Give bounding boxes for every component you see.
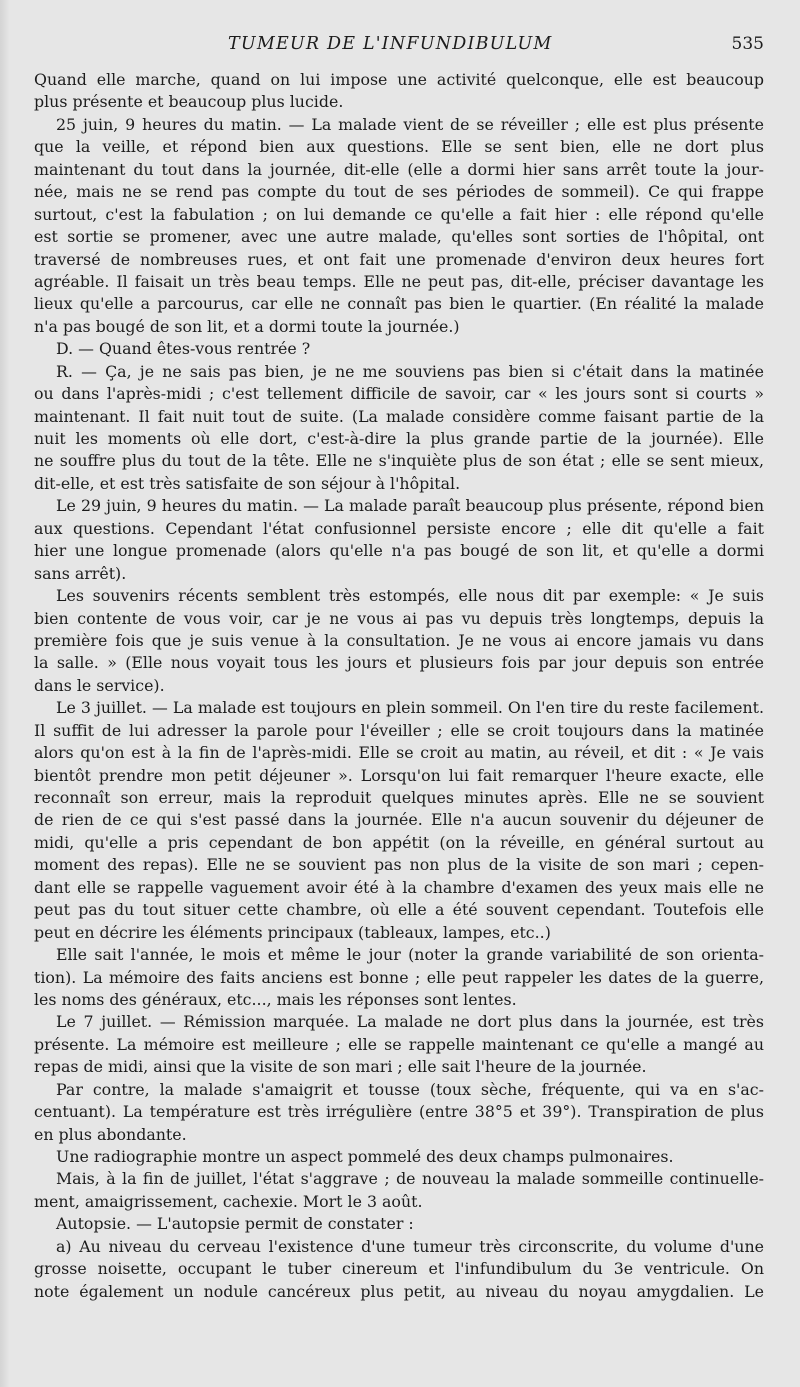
text-line: les noms des généraux, etc..., mais les réponses sont lentes.	[34, 989, 517, 1009]
text-line: midi, qu'elle a pris cependant de bon appétit (on la réveille, en général surtout au	[34, 832, 764, 852]
text-line: n'a pas bougé de son lit, et a dormi toute la journée.)	[34, 316, 460, 336]
text-line: plus présente et beaucoup plus lucide.	[34, 92, 344, 112]
text-line: Par contre, la malade s'amaigrit et tousse (toux sèche, fréquente, qui va en s'ac-	[56, 1079, 764, 1099]
text-line: repas de midi, ainsi que la visite de son mari ; elle sait l'heure de la journée.	[34, 1057, 647, 1077]
text-line: Autopsie. — L'autopsie permit de constater :	[56, 1214, 414, 1234]
text-line: alors qu'on est à la fin de l'après-midi. Elle se croit au matin, au réveil, et dit : « Je vais	[34, 743, 764, 763]
text-line: en plus abondante.	[34, 1124, 187, 1144]
text-line: reconnaît son erreur, mais la reproduit quelques minutes après. Elle ne se souvient	[34, 788, 764, 807]
text-line: dant elle se rappelle vaguement avoir été à la chambre d'examen des yeux mais elle ne	[34, 877, 764, 897]
text-line: 25 juin, 9 heures du matin. — La malade vient de se réveiller ; elle est plus présente	[56, 114, 764, 134]
page-number: 535	[731, 34, 764, 54]
text-line: moment des repas). Elle ne se souvient pas non plus de la visite de son mari ; cepen-	[34, 855, 764, 875]
text-line: peut pas du tout situer cette chambre, où elle a été souvent cependant. Toutefois elle	[34, 900, 764, 920]
text-line: ou dans l'après-midi ; c'est tellement difficile de savoir, car « les jours sont si courts »	[34, 384, 764, 404]
text-line: présente. La mémoire est meilleure ; elle se rappelle maintenant ce qu'elle a mangé au	[34, 1034, 764, 1054]
text-line: peut en décrire les éléments principaux (tableaux, lampes, etc..)	[34, 922, 551, 942]
text-line: bientôt prendre mon petit déjeuner ». Lorsqu'on lui fait remarquer l'heure exacte, elle	[34, 765, 764, 785]
text-line: Le 3 juillet. — La malade est toujours en plein sommeil. On l'en tire du reste facilement.	[56, 698, 764, 718]
text-line: Le 7 juillet. — Rémission marquée. La malade ne dort plus dans la journée, est très	[56, 1012, 764, 1032]
text-line: Elle sait l'année, le mois et même le jour (noter la grande variabilité de son orienta-	[56, 945, 764, 965]
text-line: première fois que je suis venue à la consultation. Je ne vous ai encore jamais vu dans	[34, 630, 764, 650]
text-line: ment, amaigrissement, cachexie. Mort le 3 août.	[34, 1191, 423, 1211]
text-line: dit-elle, et est très satisfaite de son séjour à l'hôpital.	[34, 473, 461, 493]
text-line: nuit les moments où elle dort, c'est-à-dire la plus grande partie de la journée). Elle	[34, 429, 764, 448]
text-line: maintenant. Il fait nuit tout de suite. (La malade considère comme faisant partie de la	[34, 406, 764, 426]
text-line: Mais, à la fin de juillet, l'état s'aggrave ; de nouveau la malade sommeille continuelle-	[56, 1169, 764, 1189]
text-line: ne souffre plus du tout de la tête. Elle ne s'inquiète plus de son état ; elle se sent mieux,	[34, 451, 764, 471]
running-title: TUMEUR DE L'INFUNDIBULUM	[228, 34, 553, 54]
body-text	[34, 69, 764, 1303]
text-line: grosse noisette, occupant le tuber cinereum et l'infundibulum du 3e ventricule. On	[34, 1259, 764, 1279]
text-line: agréable. Il faisait un très beau temps. Elle ne peut pas, dit-elle, préciser davantage les	[34, 271, 764, 291]
text-line: aux questions. Cependant l'état confusionnel persiste encore ; elle dit qu'elle a fait	[34, 518, 764, 538]
text-line: dans le service).	[34, 675, 165, 695]
text-line: hier une longue promenade (alors qu'elle n'a pas bougé de son lit, et qu'elle a dormi	[34, 541, 764, 561]
text-line: de rien de ce qui s'est passé dans la journée. Elle n'a aucun souvenir du déjeuner de	[34, 810, 764, 830]
page-edge-shadow	[0, 0, 10, 1387]
text-line: Les souvenirs récents semblent très estompés, elle nous dit par exemple: « Je suis	[56, 586, 764, 606]
text-line: la salle. » (Elle nous voyait tous les jours et plusieurs fois par jour depuis son entrée	[34, 653, 764, 673]
text-line: que la veille, et répond bien aux questions. Elle se sent bien, elle ne dort plus	[34, 137, 764, 157]
text-line: Une radiographie montre un aspect pommelé des deux champs pulmonaires.	[56, 1147, 674, 1166]
text-line: née, mais ne se rend pas compte du tout de ses périodes de sommeil). Ce qui frappe	[34, 182, 764, 202]
text-line: lieux qu'elle a parcourus, car elle ne connaît pas bien le quartier. (En réalité la malade	[34, 294, 764, 314]
text-line: Il suffit de lui adresser la parole pour l'éveiller ; elle se croit toujours dans la matinée	[34, 720, 764, 740]
text-line: tion). La mémoire des faits anciens est bonne ; elle peut rappeler les dates de la guerre,	[34, 967, 764, 987]
text-line: a) Au niveau du cerveau l'existence d'une tumeur très circonscrite, du volume d'une	[56, 1236, 764, 1256]
text-line: maintenant du tout dans la journée, dit-elle (elle a dormi hier sans arrêt toute la jour-	[34, 159, 764, 179]
text-line: note également un nodule cancéreux plus petit, au niveau du noyau amygdalien. Le	[34, 1281, 764, 1301]
text-line: est sortie se promener, avec une autre malade, qu'elles sont sorties de l'hôpital, ont	[34, 227, 764, 247]
page-header	[0, 34, 800, 58]
text-line: bien contente de vous voir, car je ne vous ai pas vu depuis très longtemps, depuis la	[34, 608, 764, 628]
text-line: centuant). La température est très irrégulière (entre 38°5 et 39°). Transpiration de plus	[34, 1102, 764, 1122]
text-line: Le 29 juin, 9 heures du matin. — La malade paraît beaucoup plus présente, répond bien	[56, 496, 764, 516]
text-line: traversé de nombreuses rues, et ont fait une promenade d'environ deux heures fort	[34, 249, 764, 269]
text-line: sans arrêt).	[34, 563, 127, 583]
text-line: surtout, c'est la fabulation ; on lui demande ce qu'elle a fait hier : elle répond qu'elle	[34, 204, 764, 224]
text-line: R. — Ça, je ne sais pas bien, je ne me souviens pas bien si c'était dans la matinée	[56, 361, 764, 381]
text-line: D. — Quand êtes-vous rentrée ?	[56, 339, 311, 359]
text-line: Quand elle marche, quand on lui impose une activité quelconque, elle est beaucoup	[34, 70, 764, 89]
